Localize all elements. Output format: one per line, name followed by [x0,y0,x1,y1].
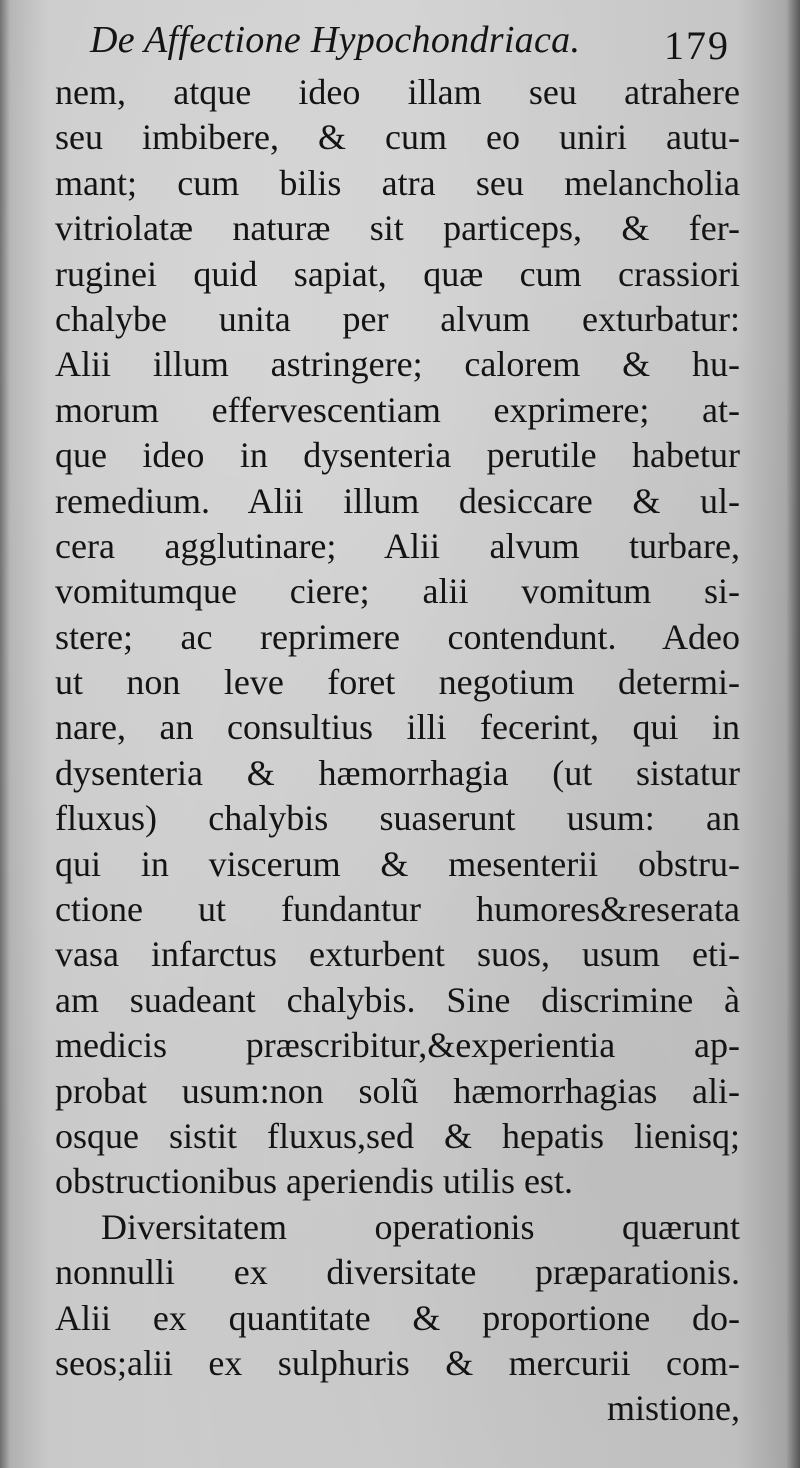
text-line: dysenteria & hæmorrhagia (ut sistatur [55,752,740,793]
text-line: mant; cum bilis atra seu melancholia [55,162,740,203]
text-line: osque sistit fluxus,sed & hepatis lienisq; [55,1115,740,1156]
text-line: medicis præscribitur,&experientia ap- [55,1025,740,1066]
text-line: que ideo in dysenteria perutile habetur [55,435,740,476]
page-left-shadow [0,0,10,1468]
body-text [55,70,740,1432]
text-line: ut non leve foret negotium determi- [55,662,740,703]
text-line: vomitumque ciere; alii vomitum si- [55,571,740,612]
catchword: mistione, [607,1388,740,1429]
text-line: chalybe unita per alvum exturbatur: [55,298,740,339]
text-line: ruginei quid sapiat, quæ cum crassiori [55,253,740,294]
text-line: seu imbibere, & cum eo uniri autu- [55,117,740,158]
text-line: cera agglutinare; Alii alvum turbare, [55,525,740,566]
page-right-shadow [786,0,800,1468]
text-line: nonnulli ex diversitate præparationis. [55,1252,740,1293]
text-line: vasa infarctus exturbent suos, usum eti- [55,934,740,975]
text-line: qui in viscerum & mesenterii obstru- [55,843,740,884]
paragraph-first-line: Diversitatem operationis quærunt [101,1206,740,1247]
text-line: probat usum:non solũ hæmorrhagias ali- [55,1070,740,1111]
running-title: De Affectione Hypochondriaca. [90,19,581,61]
text-line: am suadeant chalybis. Sine discrimine à [55,979,740,1020]
running-head [90,14,730,70]
text-line: Alii ex quantitate & proportione do- [55,1297,740,1338]
text-line: nem, atque ideo illam seu atrahere [55,72,740,112]
text-line: nare, an consultius illi fecerint, qui in [55,707,740,748]
text-line: obstructionibus aperiendis utilis est. [55,1161,573,1202]
page-number: 179 [664,23,730,68]
text-line: stere; ac reprimere contendunt. Adeo [55,616,740,657]
text-line: remedium. Alii illum desiccare & ul- [55,480,740,521]
text-line: fluxus) chalybis suaserunt usum: an [55,798,740,839]
text-line: Alii illum astringere; calorem & hu- [55,344,740,385]
text-line: morum effervescentiam exprimere; at- [55,389,740,430]
text-line: seos;alii ex sulphuris & mercurii com- [55,1342,740,1383]
text-line: vitriolatæ naturæ sit particeps, & fer- [55,208,740,249]
text-line: ctione ut fundantur humores&reserata [55,889,740,930]
